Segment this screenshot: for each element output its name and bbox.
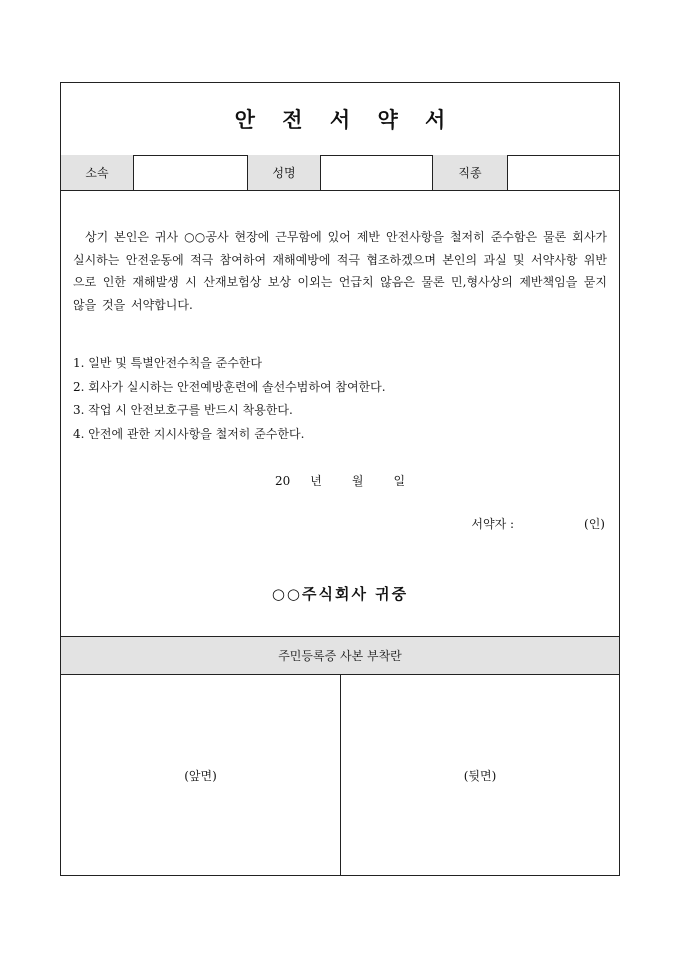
date-line: [61, 472, 619, 489]
date-month-unit: 월: [351, 474, 364, 488]
job-field[interactable]: [508, 155, 619, 190]
id-card-front-slot[interactable]: [61, 675, 341, 875]
signature-seal: (인): [584, 517, 605, 531]
id-card-front-label: (앞면): [184, 768, 217, 783]
pledge-form: [60, 82, 620, 876]
rule-item: 2. 회사가 실시하는 안전예방훈련에 솔선수범하여 참여한다.: [73, 379, 386, 394]
rules-list: [73, 352, 607, 446]
signature-line: [471, 515, 605, 532]
pledge-body: [61, 190, 619, 636]
document-title: 안 전 서 약 서: [234, 107, 456, 132]
date-day-unit: 일: [393, 474, 406, 488]
info-row: [61, 155, 619, 191]
recipient-company: ○○주식회사 귀중: [271, 585, 409, 603]
id-card-back-label: (뒷면): [463, 768, 497, 783]
name-label: 성명: [248, 155, 321, 190]
id-card-back-slot[interactable]: [341, 675, 619, 875]
affiliation-field[interactable]: [134, 155, 248, 190]
attachment-header: 주민등록증 사본 부착란: [61, 636, 619, 675]
name-field[interactable]: [321, 155, 433, 190]
date-year-prefix: 20: [274, 474, 291, 488]
pledge-paragraph: 상기 본인은 귀사 ○○공사 현장에 근무함에 있어 제반 안전사항을 철저히 준수함은 물론 회사가 실시하는 안전운동에 적극 참여하여 재해예방에 적극 협조하겠으며 본인의 과실 및 서약사항 위반으로 인한 재해발생 시 산재보험상 보상 이외는 언급치 않음은 물론 민,형사상의 제반책임을 묻지 않을 것을 서약합니다.: [73, 230, 607, 312]
rule-item: 4. 안전에 관한 지시사항을 철저히 준수한다.: [73, 426, 305, 441]
title-row: [61, 83, 619, 156]
job-label: 직종: [433, 155, 508, 190]
affiliation-label: 소속: [61, 155, 134, 190]
date-year-unit: 년: [310, 474, 322, 488]
attachment-area: [61, 675, 619, 875]
rule-item: 1. 일반 및 특별안전수칙을 준수한다: [73, 356, 262, 370]
signature-label: 서약자 :: [471, 517, 515, 531]
rule-item: 3. 작업 시 안전보호구를 반드시 착용한다.: [73, 403, 293, 417]
